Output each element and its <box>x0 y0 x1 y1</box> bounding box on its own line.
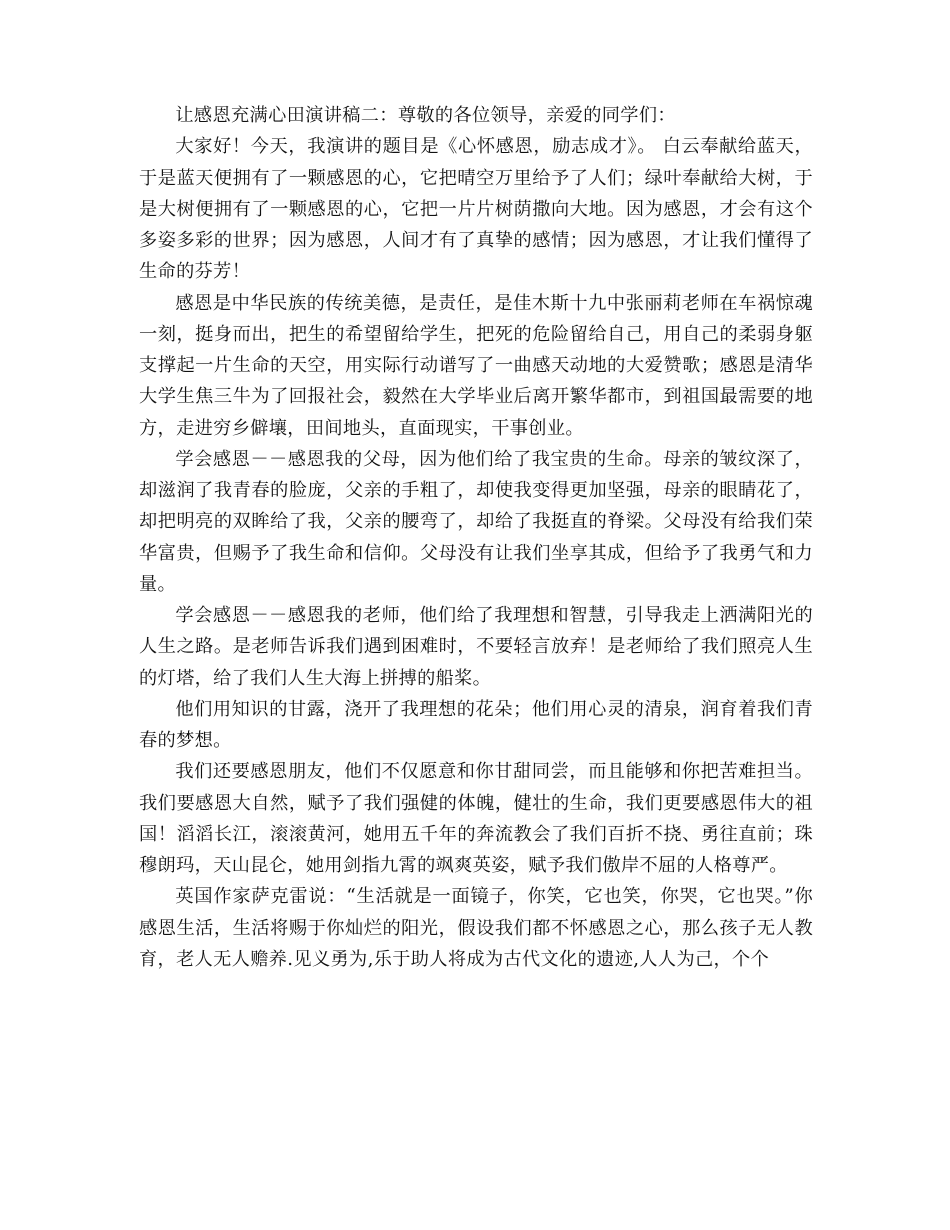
paragraph-title: 让感恩充满心田演讲稿二：尊敬的各位领导，亲爱的同学们： <box>175 105 676 126</box>
paragraph: 他们用知识的甘露，浇开了我理想的花朵；他们用心灵的清泉，润育着我们青春的梦想。 <box>139 698 813 751</box>
paragraph: 感恩是中华民族的传统美德，是责任，是佳木斯十九中张丽莉老师在车祸惊魂一刻，挺身而出，把生的希望留给学生，把死的危险留给自己，用自己的柔弱身躯支撑起一片生命的天空，用实际行动谱写了一曲感天动地的大爱赞歌；感恩是清华大学生焦三牛为了回报社会，毅然在大学毕业后离开繁华都市，到祖国最需要的地方，走进穷乡僻壤，田间地头，直面现实，干事创业。 <box>139 292 813 439</box>
paragraph: 英国作家萨克雷说：“生活就是一面镜子，你笑，它也笑，你哭，它也哭。”你感恩生活，生活将赐于你灿烂的阳光，假设我们都不怀感恩之心，那么孩子无人教育，老人无人赡养.见义勇为,乐于助人将成为古代文化的遗迹,人人为己，个个 <box>139 886 813 970</box>
paragraph: 学会感恩－－感恩我的老师，他们给了我理想和智慧，引导我走上洒满阳光的人生之路。是老师告诉我们遇到困难时，不要轻言放弃！是老师给了我们照亮人生的灯塔，给了我们人生大海上拼搏的船桨。 <box>139 605 813 689</box>
paragraph: 学会感恩－－感恩我的父母，因为他们给了我宝贵的生命。母亲的皱纹深了，却滋润了我青春的脸庞，父亲的手粗了，却使我变得更加坚强，母亲的眼睛花了，却把明亮的双眸给了我，父亲的腰弯了，却给了我挺直的脊梁。父母没有给我们荣华富贵，但赐予了我生命和信仰。父母没有让我们坐享其成，但给予了我勇气和力量。 <box>139 448 813 595</box>
paragraph: 大家好！今天，我演讲的题目是《心怀感恩，励志成才》。 白云奉献给蓝天，于是蓝天便拥有了一颗感恩的心，它把晴空万里给予了人们；绿叶奉献给大树，于是大树便拥有了一颗感恩的心，它把一片片树荫撒向大地。因为感恩，才会有这个多姿多彩的世界；因为感恩，人间才有了真挚的感情；因为感恩，才让我们懂得了生命的芬芳！ <box>139 136 813 283</box>
document-body <box>139 100 813 975</box>
paragraph: 我们还要感恩朋友，他们不仅愿意和你甘甜同尝，而且能够和你把苦难担当。我们要感恩大自然，赋予了我们强健的体魄，健壮的生命，我们更要感恩伟大的祖国！滔滔长江，滚滚黄河，她用五千年的奔流教会了我们百折不挠、勇往直前；珠穆朗玛，天山昆仑，她用剑指九霄的飒爽英姿，赋予我们傲岸不屈的人格尊严。 <box>139 761 813 876</box>
